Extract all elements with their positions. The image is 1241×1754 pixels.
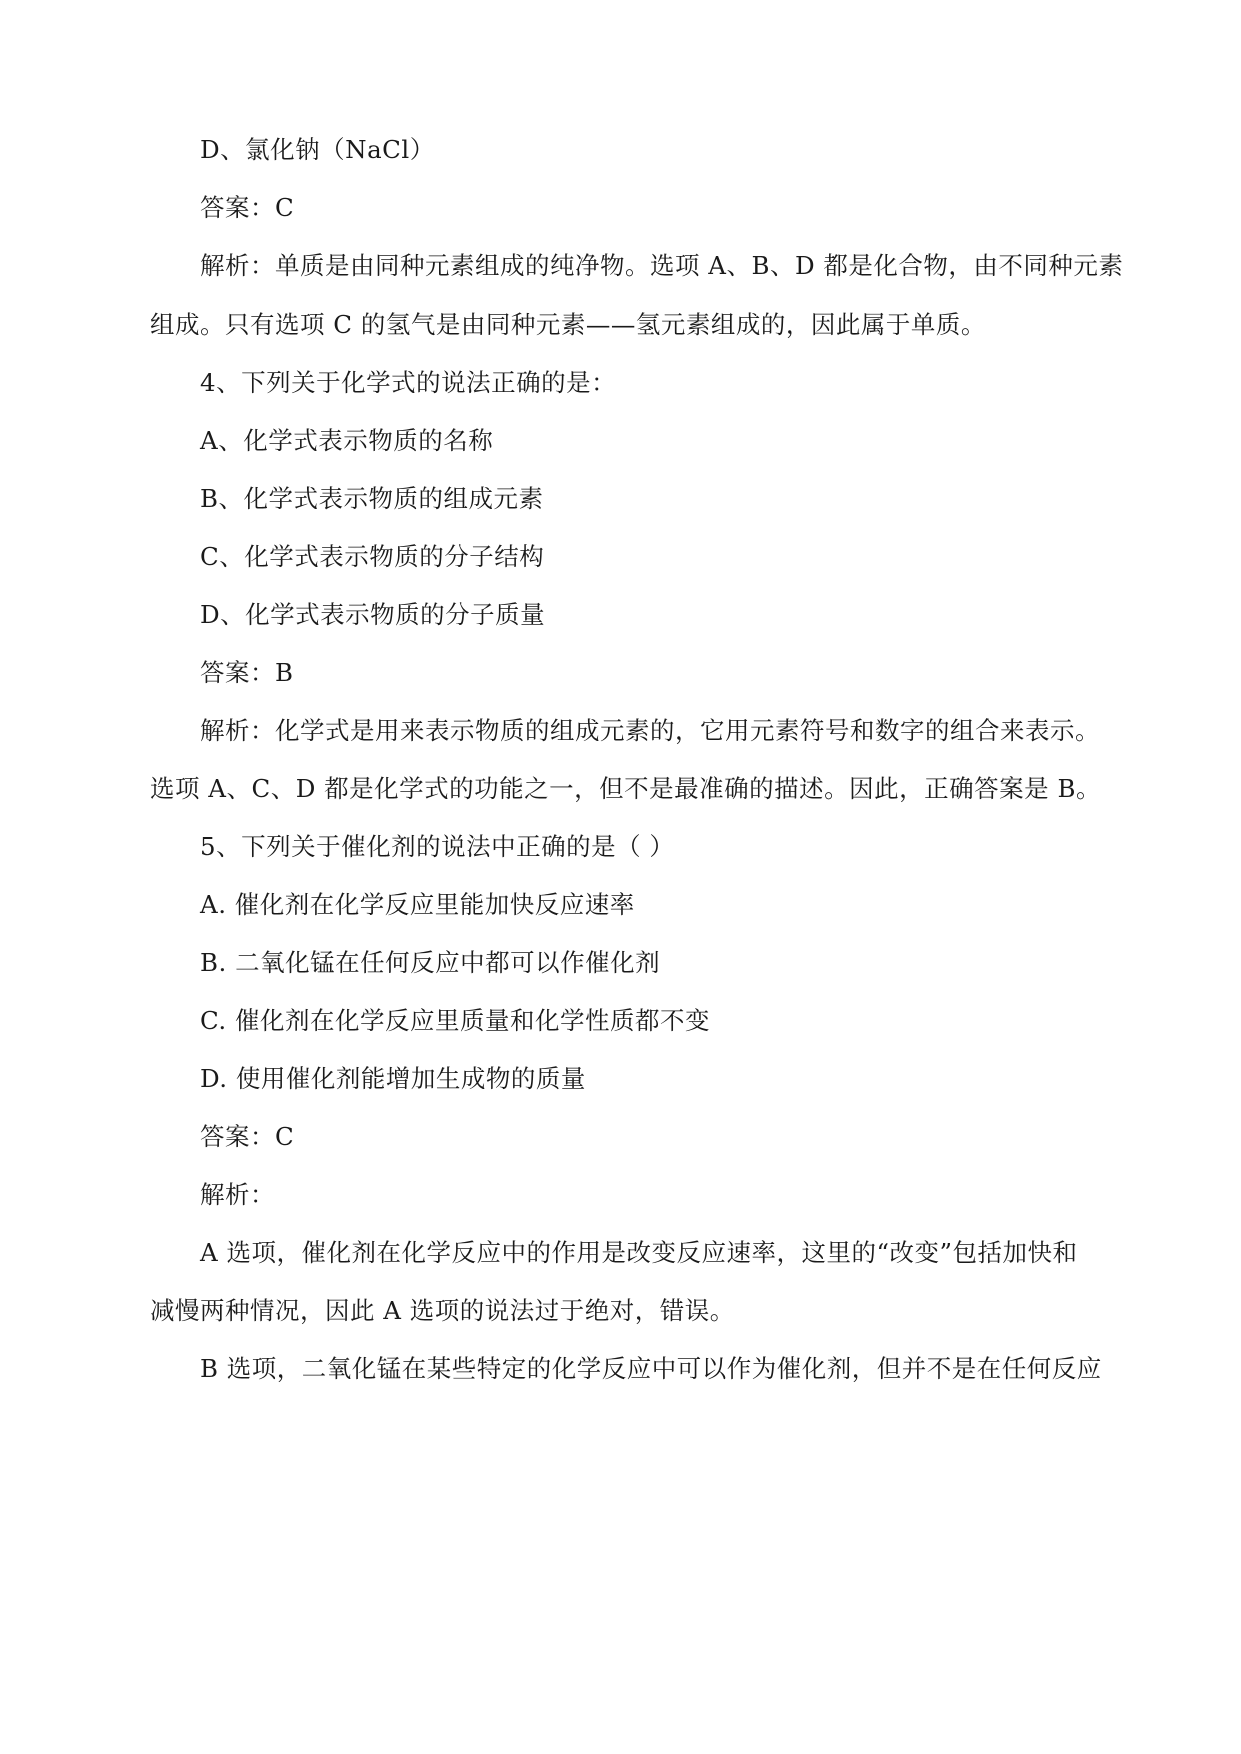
q5-option-a: A. 催化剂在化学反应里能加快反应速率 — [200, 890, 635, 919]
q5-option-d: D. 使用催化剂能增加生成物的质量 — [200, 1064, 586, 1093]
explanation-q3-line1: 解析：单质是由同种元素组成的纯净物。选项 A、B、D 都是化合物，由不同种元素 — [200, 251, 1124, 280]
q4-option-b: B、化学式表示物质的组成元素 — [200, 484, 544, 513]
q4-option-a: A、化学式表示物质的名称 — [200, 426, 494, 455]
q5-option-c: C. 催化剂在化学反应里质量和化学性质都不变 — [200, 1006, 710, 1035]
explanation-q3-line2: 组成。只有选项 C 的氢气是由同种元素——氢元素组成的，因此属于单质。 — [150, 310, 986, 339]
explanation-q4-line2: 选项 A、C、D 都是化学式的功能之一，但不是最准确的描述。因此，正确答案是 B。 — [150, 774, 1101, 803]
explanation-q5-a-line2: 减慢两种情况，因此 A 选项的说法过于绝对，错误。 — [150, 1296, 735, 1325]
question-5: 5、下列关于催化剂的说法中正确的是（ ） — [200, 832, 675, 861]
explanation-q5-heading: 解析： — [200, 1180, 275, 1209]
q4-option-d: D、化学式表示物质的分子质量 — [200, 600, 546, 629]
option-d-nacl: D、氯化钠（NaCl） — [200, 135, 435, 164]
answer-q3: 答案：C — [200, 193, 295, 222]
answer-q5: 答案：C — [200, 1122, 295, 1151]
explanation-q5-a-line1: A 选项，催化剂在化学反应中的作用是改变反应速率，这里的“改变”包括加快和 — [200, 1238, 1078, 1267]
q5-option-b: B. 二氧化锰在任何反应中都可以作催化剂 — [200, 948, 661, 977]
explanation-q4-line1: 解析：化学式是用来表示物质的组成元素的，它用元素符号和数字的组合来表示。 — [200, 716, 1100, 745]
answer-q4: 答案：B — [200, 658, 294, 687]
explanation-q5-b-line1: B 选项，二氧化锰在某些特定的化学反应中可以作为催化剂，但并不是在任何反应 — [200, 1354, 1102, 1383]
q4-option-c: C、化学式表示物质的分子结构 — [200, 542, 545, 571]
question-4: 4、下列关于化学式的说法正确的是： — [200, 368, 617, 397]
